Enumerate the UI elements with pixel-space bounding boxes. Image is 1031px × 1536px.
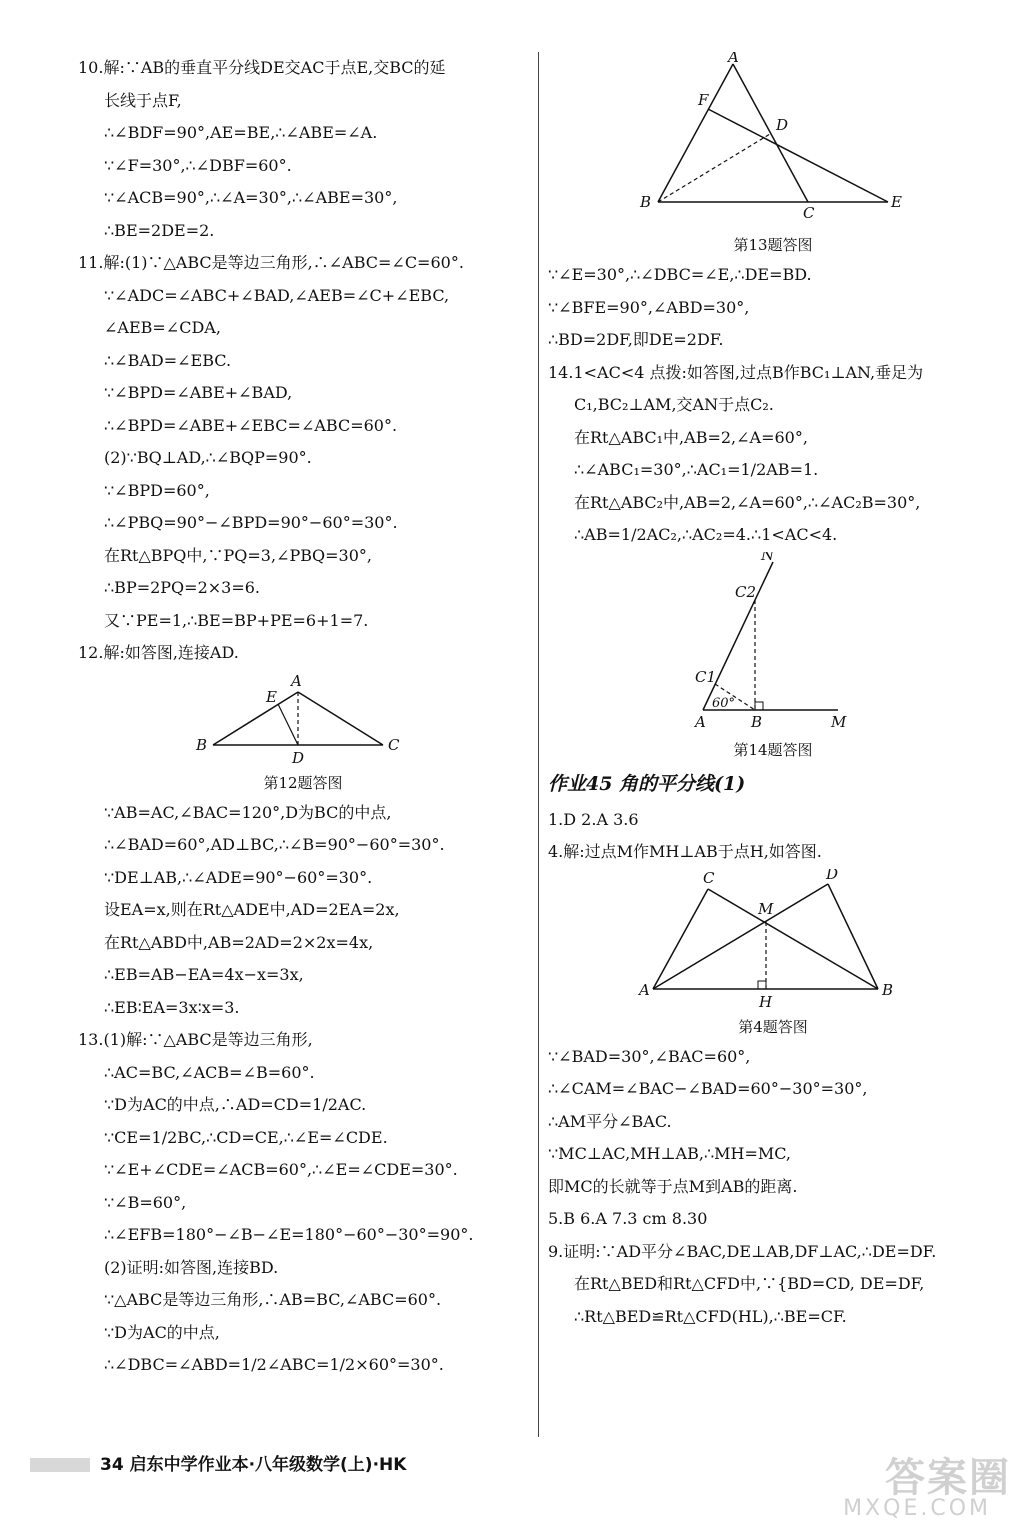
text-line: ∵∠E=30°,∴∠DBC=∠E,∴DE=BD. xyxy=(548,265,812,284)
label-B: B xyxy=(882,980,894,999)
text-line: 在Rt△BED和Rt△CFD中,∵{BD=CD, DE=DF, xyxy=(574,1274,925,1293)
figure-4 xyxy=(548,869,998,1009)
label-C: C xyxy=(388,735,400,754)
text-line: ∴EB=AB−EA=4x−x=3x, xyxy=(104,965,304,984)
right-column xyxy=(548,52,998,1333)
text-line: 又∵PE=1,∴BE=BP+PE=6+1=7. xyxy=(104,610,369,630)
label-C2: C2 xyxy=(735,582,757,601)
text-line: ∵∠E+∠CDE=∠ACB=60°,∴∠E=∠CDE=30°. xyxy=(104,1160,458,1179)
text-line: C₁,BC₂⊥AM,交AN于点C₂. xyxy=(574,395,774,414)
text-line: 在Rt△BPQ中,∵PQ=3,∠PBQ=30°, xyxy=(104,545,372,565)
text-line: ∴∠BPD=∠ABE+∠EBC=∠ABC=60°. xyxy=(104,415,398,435)
figure-caption: 第13题答图 xyxy=(733,236,813,254)
text-line: ∵∠ADC=∠ABC+∠BAD,∠AEB=∠C+∠EBC, xyxy=(104,285,450,305)
text-line: ∴Rt△BED≌Rt△CFD(HL),∴BE=CF. xyxy=(574,1306,847,1326)
watermark-url: MXQE.COM xyxy=(843,1496,991,1521)
label-M: M xyxy=(831,712,847,731)
label-A: A xyxy=(291,671,302,690)
text-line: 在Rt△ABC₁中,AB=2,∠A=60°, xyxy=(574,427,808,447)
text-line: ∴∠BDF=90°,AE=BE,∴∠ABE=∠A. xyxy=(104,123,378,142)
text-line: 13.(1)解:∵△ABC是等边三角形, xyxy=(78,1030,313,1049)
label-H: H xyxy=(759,992,773,1009)
angle-label: 60° xyxy=(712,695,736,711)
column-divider xyxy=(538,52,539,1437)
text-line: 11.解:(1)∵△ABC是等边三角形,∴∠ABC=∠C=60°. xyxy=(78,253,464,272)
label-C1: C1 xyxy=(695,667,717,686)
text-line: ∵∠B=60°, xyxy=(104,1192,187,1212)
text-line: 10.解:∵AB的垂直平分线DE交AC于点E,交BC的延 xyxy=(78,58,446,77)
text-line: ∴∠EFB=180°−∠B−∠E=180°−60°−30°=90°. xyxy=(104,1225,474,1244)
figure-caption: 第14题答图 xyxy=(733,740,813,759)
text-line: ∴BP=2PQ=2×3=6. xyxy=(104,578,261,597)
text-line: ∴∠PBQ=90°−∠BPD=90°−60°=30°. xyxy=(104,513,398,532)
label-C: C xyxy=(703,868,715,887)
label-B: B xyxy=(196,735,208,754)
text-line: 5.B 6.A 7.3 cm 8.30 xyxy=(548,1209,708,1228)
text-line: ∵∠ACB=90°,∴∠A=30°,∴∠ABE=30°, xyxy=(104,188,398,207)
text-line: ∴∠CAM=∠BAC−∠BAD=60°−30°=30°, xyxy=(548,1079,868,1098)
label-E: E xyxy=(266,687,277,706)
text-line: ∴AC=BC,∠ACB=∠B=60°. xyxy=(104,1062,315,1082)
text-line: ∵∠BAD=30°,∠BAC=60°, xyxy=(548,1046,751,1066)
text-line: ∵DE⊥AB,∴∠ADE=90°−60°=30°. xyxy=(104,867,373,887)
watermark: 答案圈 xyxy=(885,1455,1011,1501)
label-A: A xyxy=(728,52,739,66)
figure-caption: 第12题答图 xyxy=(263,773,343,792)
page-footer xyxy=(30,1450,406,1475)
text-line: 即MC的长就等于点M到AB的距离. xyxy=(548,1176,798,1196)
text-line: 12.解:如答图,连接AD. xyxy=(78,643,239,662)
text-line: ∴BE=2DE=2. xyxy=(104,220,215,240)
label-M: M xyxy=(758,899,774,918)
text-line: ∴AB=1/2AC₂,∴AC₂=4.∴1<AC<4. xyxy=(574,525,838,544)
label-D: D xyxy=(292,748,305,765)
figure-13 xyxy=(548,52,998,227)
label-D: D xyxy=(826,868,839,883)
text-line: ∵∠BPD=60°, xyxy=(104,480,210,500)
text-line: ∵MC⊥AC,MH⊥AB,∴MH=MC, xyxy=(548,1144,792,1163)
text-line: 在Rt△ABD中,AB=2AD=2×2x=4x, xyxy=(104,932,374,952)
text-line: ∵∠F=30°,∴∠DBF=60°. xyxy=(104,155,292,175)
label-C: C xyxy=(803,204,815,222)
label-A: A xyxy=(639,980,650,999)
text-line: 4.解:过点M作MH⊥AB于点H,如答图. xyxy=(548,842,822,861)
text-line: (2)证明:如答图,连接BD. xyxy=(104,1257,279,1277)
label-B: B xyxy=(640,193,652,211)
text-line: ∴BD=2DF,即DE=2DF. xyxy=(548,330,724,349)
section-title: 作业45 角的平分线(1) xyxy=(548,772,746,795)
label-D: D xyxy=(776,116,789,134)
text-line: ∴∠DBC=∠ABD=1/2∠ABC=1/2×60°=30°. xyxy=(104,1355,444,1374)
footer-bar xyxy=(30,1458,90,1472)
text-line: ∴∠ABC₁=30°,∴AC₁=1/2AB=1. xyxy=(574,460,819,479)
label-A: A xyxy=(695,712,706,731)
text-line: ∵CE=1/2BC,∴CD=CE,∴∠E=∠CDE. xyxy=(104,1127,388,1147)
label-F: F xyxy=(698,91,709,109)
text-line: 设EA=x,则在Rt△ADE中,AD=2EA=2x, xyxy=(104,900,400,919)
text-line: ∵∠BFE=90°,∠ABD=30°, xyxy=(548,297,750,317)
text-line: (2)∵BQ⊥AD,∴∠BQP=90°. xyxy=(104,448,312,467)
text-line: ∴∠BAD=60°,AD⊥BC,∴∠B=90°−60°=30°. xyxy=(104,835,445,854)
text-line: 14.1<AC<4 点拨:如答图,过点B作BC₁⊥AN,垂足为 xyxy=(548,362,924,382)
label-B: B xyxy=(751,712,763,731)
label-E: E xyxy=(891,193,902,211)
figure-12 xyxy=(78,670,528,765)
left-column xyxy=(78,52,528,1382)
text-line: ∴AM平分∠BAC. xyxy=(548,1111,672,1131)
text-line: 在Rt△ABC₂中,AB=2,∠A=60°,∴∠AC₂B=30°, xyxy=(574,492,921,512)
text-line: ∴∠BAD=∠EBC. xyxy=(104,350,232,370)
text-line: ∵AB=AC,∠BAC=120°,D为BC的中点, xyxy=(104,802,392,822)
figure-caption: 第4题答图 xyxy=(738,1017,808,1036)
footer-text: 34 启东中学作业本·八年级数学(上)·HK xyxy=(100,1455,407,1475)
text-line: ∵△ABC是等边三角形,∴AB=BC,∠ABC=60°. xyxy=(104,1290,442,1309)
label-N: N xyxy=(761,551,775,564)
text-line: ∵D为AC的中点,∴AD=CD=1/2AC. xyxy=(104,1095,367,1114)
text-line: ∵∠BPD=∠ABE+∠BAD, xyxy=(104,383,293,402)
figure-14 xyxy=(548,552,998,732)
text-line: 长线于点F, xyxy=(104,90,182,110)
text-line: ∵D为AC的中点, xyxy=(104,1322,220,1342)
text-line: 1.D 2.A 3.6 xyxy=(548,809,639,829)
text-line: ∠AEB=∠CDA, xyxy=(104,318,221,337)
text-line: ∴EB∶EA=3x∶x=3. xyxy=(104,997,240,1017)
text-line: 9.证明:∵AD平分∠BAC,DE⊥AB,DF⊥AC,∴DE=DF. xyxy=(548,1241,937,1261)
